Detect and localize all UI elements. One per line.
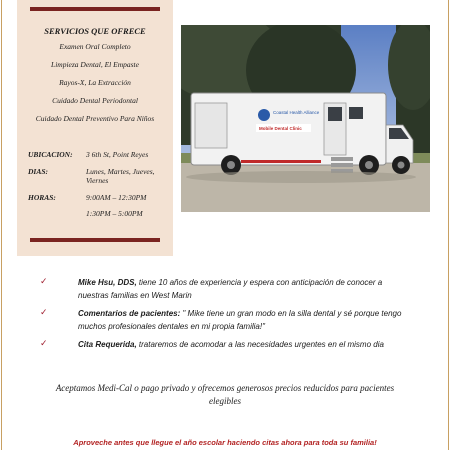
highlights-list [40,276,410,356]
hours-row-2 [28,209,167,219]
left-border-line [1,0,2,450]
service-item: Cuidado Dental Preventivo Para Niños [35,114,155,123]
location-label: UBICACION: [28,150,73,159]
payment-note: Aceptamos Medi-Cal o pago privado y ofrecemos generosos precios reducidos para pacientes elegibles [55,383,395,406]
days-label: DIAS: [28,166,49,176]
services-list [23,42,167,132]
clinic-logo-icon [258,109,270,121]
right-border-line [448,0,449,450]
list-item [40,307,410,333]
bullet-body: trataremos de acomodar a las necesidades urgentes en el mismo dia [136,340,384,349]
clinic-info [28,150,167,226]
days-row [28,167,167,186]
service-item: Examen Oral Completo [59,42,131,51]
hours-value-1: 9:00AM – 12:30PM [86,192,147,202]
mobile-clinic-photo [181,25,430,212]
bullet-lead: Mike Hsu, DDS, [78,278,137,287]
bullet-lead: Cita Requerida, [78,340,137,349]
service-item: Rayos-X, La Extracción [59,78,131,87]
panel-top-bar [30,7,160,11]
service-item: Limpieza Dental, El Empaste [51,60,139,69]
location-row [28,150,167,160]
panel-bottom-bar [30,238,160,242]
clinic-logo-text: Coastal Health Alliance [273,110,320,115]
call-to-action: Aproveche antes que llegue el año escolar haciendo citas ahora para toda su familia! [73,438,377,447]
van-illustration [181,25,430,212]
list-item [40,276,410,302]
hours-label-spacer [28,209,86,219]
checkmark-icon: ✓ [40,308,48,318]
services-title: SERVICIOS QUE OFRECE [44,26,146,36]
checkmark-icon: ✓ [40,277,48,287]
bullet-body: " Mike tiene un gran modo en la silla dental y sé porque tengo muchos profesionales dentales en mi propia familia!" [78,309,402,331]
days-value: Lunes, Martes, Jueves, Viernes [86,166,155,185]
hours-row [28,193,167,203]
bullet-lead: Comentarios de pacientes: [78,309,181,318]
hours-label: HORAS: [28,192,56,202]
list-item [40,338,410,351]
services-panel [17,0,173,256]
location-value: 3 6th St, Point Reyes [86,150,149,159]
clinic-banner-text: Mobile Dental Clinic [259,126,302,131]
checkmark-icon: ✓ [40,339,48,349]
bullet-body: tiene 10 años de experiencia y espera con anticipación de conocer a nuestras familias en West Marin [78,278,383,300]
service-item: Cuidado Dental Periodontal [52,96,138,105]
van-side-door [195,103,227,148]
hours-value-2: 1:30PM – 5:00PM [86,209,143,218]
